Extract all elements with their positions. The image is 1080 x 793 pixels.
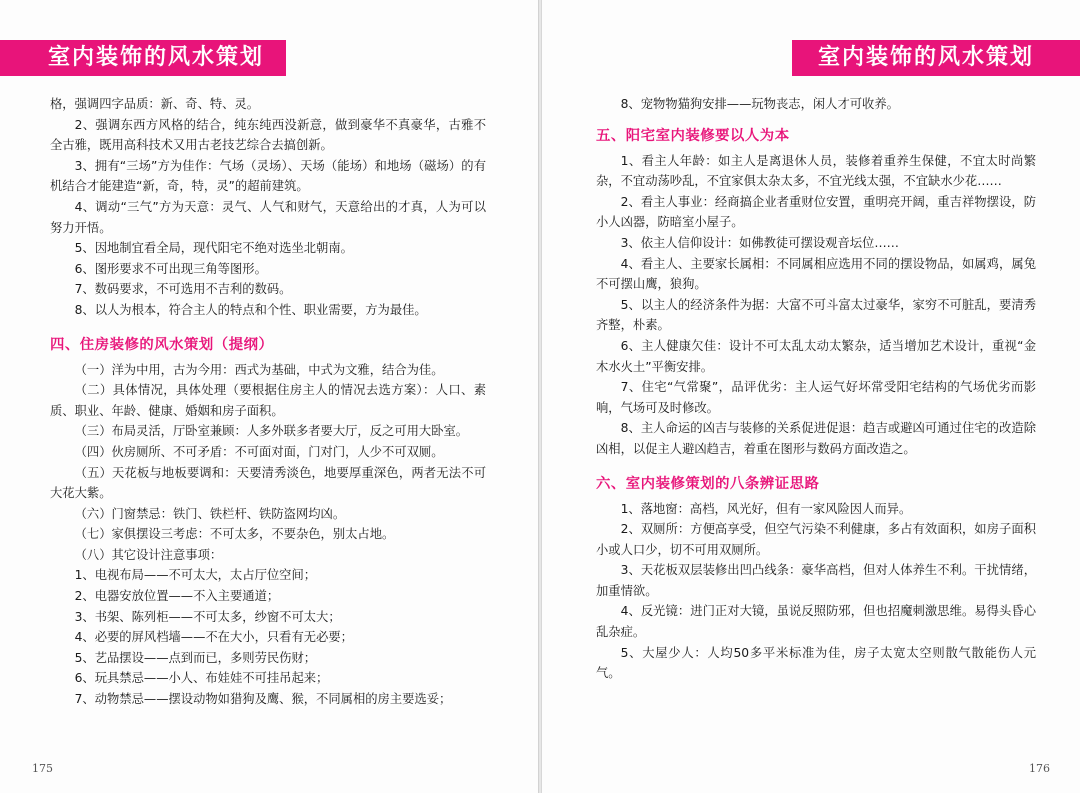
page-number: 176 bbox=[1029, 762, 1050, 775]
paragraph: （八）其它设计注意事项： bbox=[74, 547, 223, 562]
list-item: 6、玩具禁忌——小人、布娃娃不可挂吊起来； bbox=[74, 671, 329, 686]
section-heading: 四、住房装修的风水策划（提纲） bbox=[50, 336, 274, 353]
paragraph: 5、因地制宜看全局，现代阳宅不绝对选坐北朝南。 bbox=[74, 241, 353, 256]
right-page bbox=[542, 0, 1080, 793]
left-page-banner: 室内装饰的风水策划 bbox=[0, 40, 286, 76]
left-page-content bbox=[50, 94, 486, 710]
paragraph: 3、依主人信仰设计：如佛教徒可摆设观音坛位…… bbox=[620, 235, 899, 250]
paragraph: 5、大屋少人：人均50多平米标准为佳，房子太宽太空则散气散能伤人元气。 bbox=[596, 645, 1036, 681]
paragraph: 1、看主人年龄：如主人是离退休人员，装修着重养生保健，不宜太时尚繁杂，不宜动荡吵乱，不宜家俱太杂太多，不宜光线太强，不宜缺水少花…… bbox=[596, 153, 1036, 189]
paragraph: （五）天花板与地板要调和：天要清秀淡色，地要厚重深色，两者无法不可大花大紫。 bbox=[50, 465, 486, 501]
paragraph: （六）门窗禁忌：铁门、铁栏杆、铁防盗网均凶。 bbox=[74, 506, 346, 521]
paragraph: （三）布局灵活，厅卧室兼顾：人多外联多者要大厅，反之可用大卧室。 bbox=[74, 424, 469, 439]
paragraph: 2、强调东西方风格的结合，纯东纯西没新意，做到豪华不真豪华，古雅不全古雅，既用高科技术又用古老技艺综合去搞创新。 bbox=[50, 117, 486, 153]
paragraph: 6、主人健康欠佳：设计不可太乱太动太繁杂，适当增加艺术设计，重视“金木水火土”平衡安排。 bbox=[596, 338, 1036, 374]
list-item: 1、电视布局——不可太大，太占厅位空间； bbox=[74, 568, 317, 583]
list-item: 4、必要的屏风档墙——不在大小，只看有无必要； bbox=[74, 630, 353, 645]
section-heading: 六、室内装修策划的八条辨证思路 bbox=[596, 475, 820, 492]
list-item: 5、艺品摆设——点到而已，多则劳民伤财； bbox=[74, 650, 317, 665]
paragraph: 4、看主人、主要家长属相：不同属相应选用不同的摆设物品，如属鸡，属兔不可摆山鹰，狼狗。 bbox=[596, 256, 1036, 292]
paragraph: 7、数码要求，不可选用不吉利的数码。 bbox=[74, 282, 292, 297]
paragraph: （四）伙房厕所、不可矛盾：不可面对面，门对门，人少不可双厕。 bbox=[74, 444, 444, 459]
paragraph: 7、住宅“气常聚”，品评优劣：主人运气好坏常受阳宅结构的气场优劣而影响，气场可及时修改。 bbox=[596, 380, 1036, 415]
paragraph: 格，强调四字品质：新、奇、特、灵。 bbox=[50, 97, 260, 111]
paragraph: 8、以人为根本，符合主人的特点和个性、职业需要，方为最佳。 bbox=[74, 302, 427, 317]
paragraph: 2、看主人事业：经商搞企业者重财位安置，重明亮开阔，重吉祥物摆设，防小人凶器，防暗室小屋子。 bbox=[596, 194, 1036, 230]
list-item: 7、动物禁忌——摆设动物如猎狗及鹰、猴，不同属相的房主要选妥； bbox=[74, 692, 452, 707]
list-item: 2、电器安放位置——不入主要通道； bbox=[74, 589, 280, 604]
right-page-content bbox=[596, 94, 1036, 684]
paragraph: （二）具体情况，具体处理（要根据住房主人的情况去选方案）：人口、素质、职业、年龄、健康、婚姻和房子面积。 bbox=[50, 383, 486, 418]
paragraph: 4、反光镜：进门正对大镜，虽说反照防邪，但也招魔刺激思维。易得头昏心乱杂症。 bbox=[596, 604, 1036, 640]
paragraph: 8、宠物物猫狗安排——玩物丧志，闲人才可收养。 bbox=[620, 97, 899, 111]
paragraph: （七）家俱摆设三考虑：不可太多，不要杂色，别太占地。 bbox=[74, 527, 395, 542]
paragraph: 3、拥有“三场”方为佳作：气场（灵场）、天场（能场）和地场（磁场）的有机结合才能建造“新，奇，特，灵”的超前建筑。 bbox=[50, 158, 486, 194]
paragraph: 8、主人命运的凶吉与装修的关系促进促退：趋吉或避凶可通过住宅的改造除凶相，以促主人避凶趋吉，着重在图形与数码方面改造之。 bbox=[596, 421, 1036, 456]
paragraph: 5、以主人的经济条件为据：大富不可斗富太过豪华，家穷不可脏乱，要清秀齐整，朴素。 bbox=[596, 297, 1036, 333]
section-heading: 五、阳宅室内装修要以人为本 bbox=[596, 127, 790, 144]
paragraph: 4、调动“三气”方为天意：灵气、人气和财气，天意给出的才真，人为可以努力开悟。 bbox=[50, 199, 486, 235]
paragraph: 1、落地窗：高档，风光好，但有一家风险因人而异。 bbox=[620, 501, 912, 516]
paragraph: 6、图形要求不可出现三角等图形。 bbox=[74, 261, 267, 276]
paragraph: 2、双厕所：方便高享受，但空气污染不利健康，多占有效面积，如房子面积小或人口少，切不可用双厕所。 bbox=[596, 522, 1036, 557]
paragraph: （一）洋为中用，古为今用：西式为基础，中式为文雅，结合为佳。 bbox=[74, 362, 444, 377]
paragraph: 3、天花板双层装修出凹凸线条：豪华高档，但对人体养生不利。干扰情绪，加重情欲。 bbox=[596, 563, 1036, 598]
page-number: 175 bbox=[32, 762, 53, 775]
list-item: 3、书架、陈列柜——不可太多，纱窗不可太大； bbox=[74, 609, 341, 624]
left-page bbox=[0, 0, 538, 793]
right-page-banner: 室内装饰的风水策划 bbox=[792, 40, 1080, 76]
